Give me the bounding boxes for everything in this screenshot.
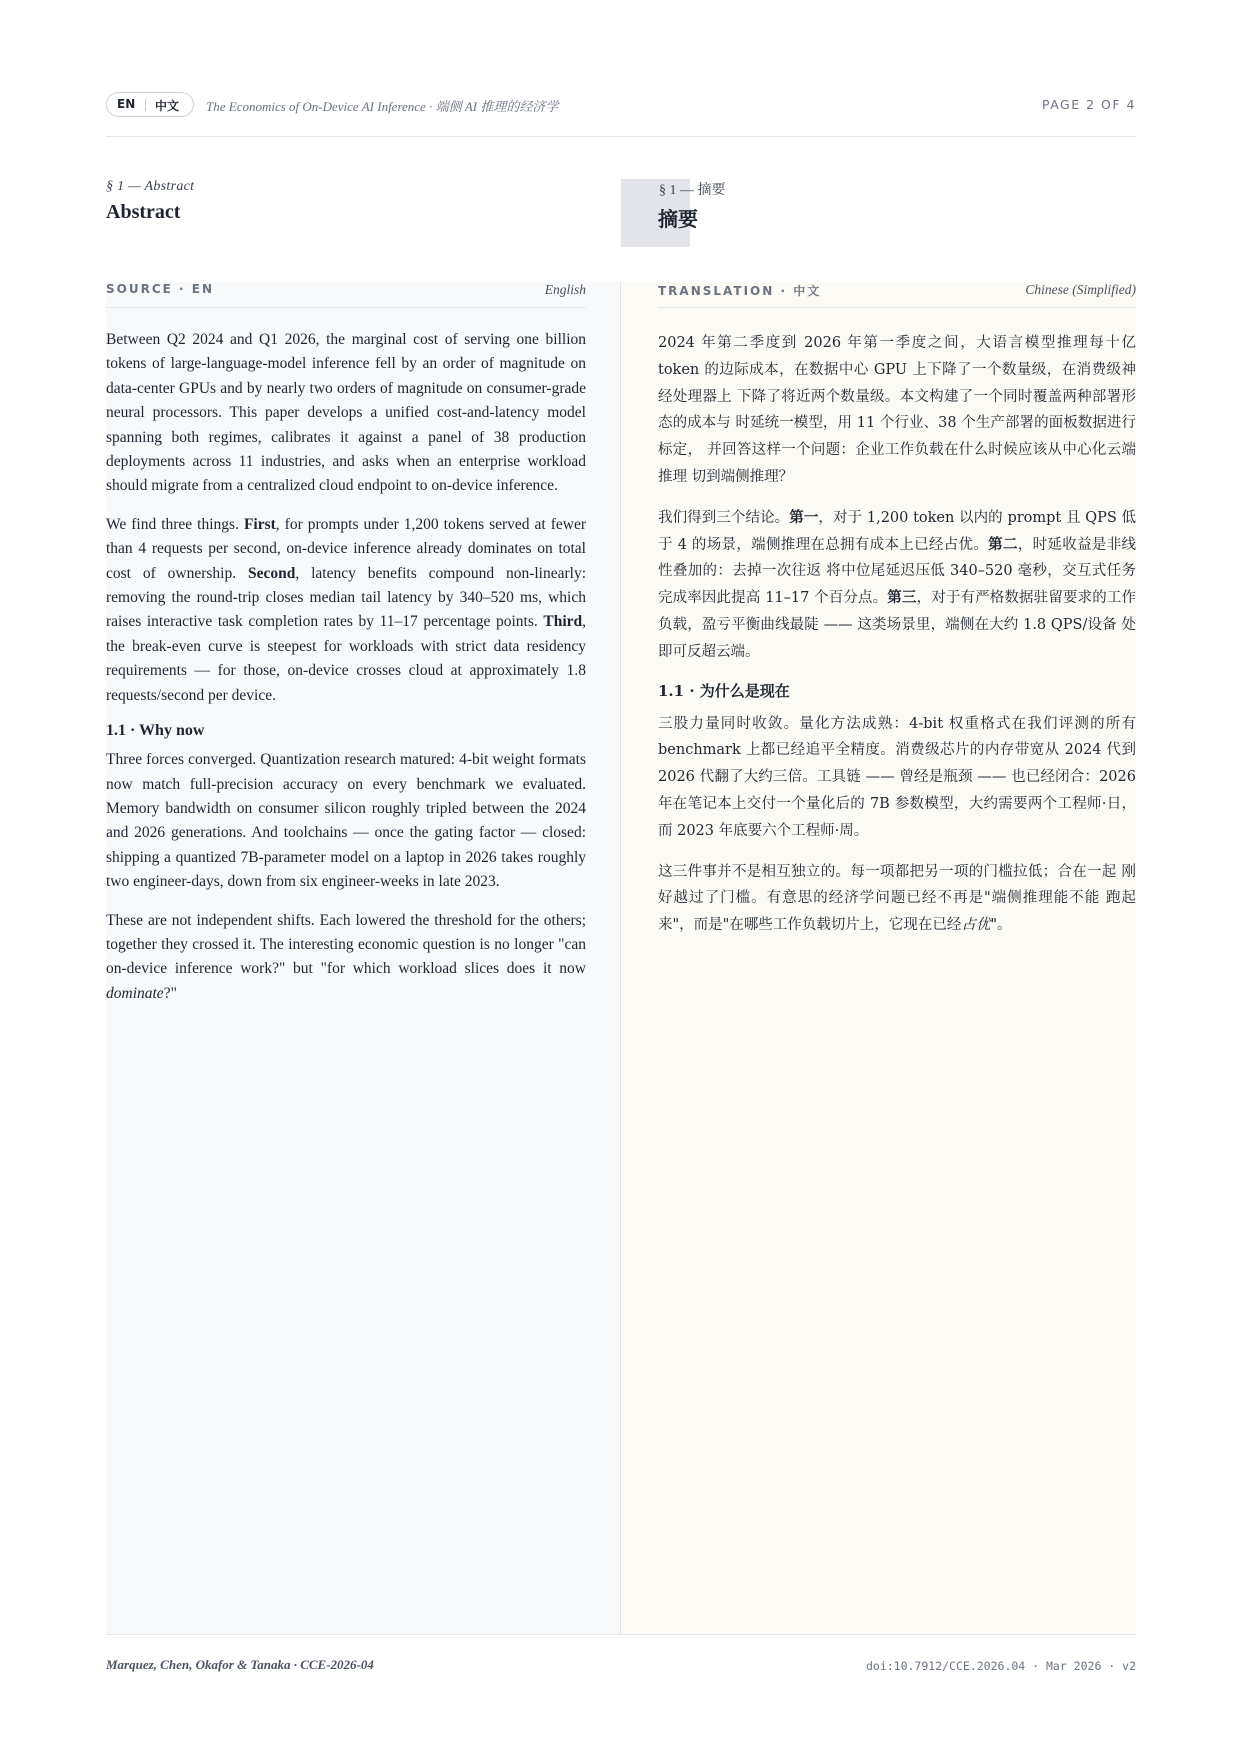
text-run: "。 bbox=[990, 917, 1012, 934]
text-run: , for prompts under 1,200 tokens served at fewer than 4 requests per second, on-device inference already dominates on total cost of ownership. bbox=[106, 515, 586, 582]
emphasis-dominate: dominate bbox=[106, 984, 164, 1002]
emphasis-third: 第三 bbox=[887, 589, 917, 607]
lang-option-zh[interactable]: 中文 bbox=[155, 99, 180, 113]
text-run: These are not independent shifts. Each lowered the threshold for the others; together they crossed it. The interesting economic question is no longer "can on-device inference work?" but "for which workload slices does it now bbox=[106, 911, 586, 978]
section-kicker-zh: § 1 — 摘要 bbox=[659, 183, 726, 198]
emphasis-second: Second bbox=[247, 564, 296, 582]
source-paragraph-3: Three forces converged. Quantization research matured: 4-bit weight formats now match full-precision accuracy on every benchmark we evaluated. Memory bandwidth on consumer silicon roughly tripled between the 2024 and 2026 generations. And toolchains — once the gating factor — closed: shipping a quantized 7B-parameter model on a laptop in 2026 takes roughly two engineer-days, down from six engineer-weeks in late 2023. bbox=[106, 751, 586, 891]
source-paragraph-1: Between Q2 2024 and Q1 2026, the marginal cost of serving one billion tokens of large-language-model inference fell by an order of magnitude on data-center GPUs and by nearly two orders of magnitude on consumer-grade neural processors. This paper develops a unified cost-and-latency model spanning both regimes, calibrates it against a panel of 38 production deployments across 11 industries, and asks when an enterprise workload should migrate from a centralized cloud endpoint to on-device inference. bbox=[106, 331, 586, 495]
page-indicator: PAGE 2 OF 4 bbox=[1041, 97, 1136, 112]
translation-paragraph-4 bbox=[658, 859, 1136, 939]
translation-paragraph-3: 三股力量同时收敛。量化方法成熟：4-bit 权重格式在我们评测的所有 benchmark 上都已经追平全精度。消费级芯片的内存带宽从 2024 代到 2026 代翻了大约三倍。工具链 —— 曾经是瓶颈 —— 也已经闭合：2026 年在笔记本上交付一个量化后的 7B 参数模型，大约需要两个工程师·日， 而 2023 年底要六个工程师·周。 bbox=[658, 715, 1136, 839]
text-run: ，对于有严格数据驻留要求的工作 负载，盈亏平衡曲线最陡 —— 这类场景里，端侧在大约 1.8 QPS/设备 处即可反超云端。 bbox=[658, 590, 1137, 660]
source-column-label: SOURCE · EN bbox=[106, 282, 214, 296]
lang-option-en[interactable]: EN bbox=[117, 97, 136, 111]
text-run: 这三件事并不是相互独立的。每一项都把另一项的门槛拉低；合在一起 刚好越过了门槛。有意思的经济学问题已经不再是"端侧推理能不能 跑起来"，而是"在哪些工作负载切片上，它现在已经 bbox=[658, 863, 1136, 934]
text-run: ，对于 1,200 token 以内的 prompt 且 QPS 低于 4 的场景，端侧推理在总拥有成本上已经占优。 bbox=[658, 509, 1137, 553]
subsection-heading-zh: 1.1 · 为什么是现在 bbox=[658, 681, 790, 700]
source-language: English bbox=[544, 282, 586, 297]
section-title-zh: 摘要 bbox=[658, 209, 698, 231]
text-run: , the break-even curve is steepest for workloads with strict data residency requirements — for those, on-device crosses cloud at approximately 1.8 requests/second per device. bbox=[106, 613, 586, 704]
text-run: ，时延收益是非线性叠加的：去掉一次往返 将中位尾延迟压低 340–520 毫秒，交互式任务完成率因此提高 11–17 个百分点。 bbox=[658, 536, 1137, 607]
translation-language: Chinese (Simplified) bbox=[1025, 282, 1136, 297]
emphasis-first: 第一 bbox=[789, 508, 819, 526]
language-toggle[interactable] bbox=[106, 92, 194, 117]
emphasis-second: 第二 bbox=[988, 535, 1018, 553]
text-run: 我们得到三个结论。 bbox=[658, 509, 790, 526]
footer-doi[interactable]: doi:10.7912/CCE.2026.04 · Mar 2026 · v2 bbox=[865, 1659, 1136, 1673]
emphasis-dominate: 占优 bbox=[961, 917, 991, 934]
footer-authors: Marquez, Chen, Okafor & Tanaka · CCE-2026-04 bbox=[106, 1657, 374, 1672]
source-paragraph-2 bbox=[106, 513, 586, 708]
header-divider bbox=[106, 136, 1136, 137]
emphasis-third: Third bbox=[543, 613, 583, 631]
document-title: The Economics of On-Device AI Inference · 端侧 AI 推理的经济学 bbox=[206, 99, 559, 114]
translation-label-rule bbox=[658, 307, 1136, 308]
text-run: We find three things. bbox=[106, 515, 244, 533]
footer-divider bbox=[106, 1634, 1136, 1635]
source-label-rule bbox=[106, 307, 586, 308]
text-run: ?" bbox=[163, 984, 177, 1002]
source-text bbox=[106, 328, 586, 1020]
page-header bbox=[106, 92, 1136, 118]
subsection-heading-en: 1.1 · Why now bbox=[106, 722, 205, 740]
section-title-en: Abstract bbox=[106, 201, 181, 223]
source-paragraph-4 bbox=[106, 909, 586, 1007]
section-kicker-en: § 1 — Abstract bbox=[106, 179, 195, 194]
text-run: , latency benefits compound non-linearly: removing the round-trip closes median tail latency by 340–520 ms, which raises interactive task completion rates by 11–17 percentage points. bbox=[106, 564, 587, 631]
column-divider bbox=[620, 282, 621, 1634]
translation-column-label: TRANSLATION · 中文 bbox=[658, 284, 822, 298]
translation-paragraph-2 bbox=[658, 505, 1136, 666]
translation-text bbox=[658, 330, 1136, 953]
emphasis-first: First bbox=[243, 515, 276, 533]
translation-paragraph-1: 2024 年第二季度到 2026 年第一季度之间，大语言模型推理每十亿 token 的边际成本，在数据中心 GPU 上下降了一个数量级，在消费级神经处理器上 下降了将近两个数量级。本文构建了一个同时覆盖两种部署形态的成本与 时延统一模型，用 11 个行业、38 个生产部署的面板数据进行标定， 并回答这样一个问题：企业工作负载在什么时候应该从中心化云端推理 切到端侧推理？ bbox=[658, 335, 1136, 485]
lang-divider bbox=[145, 99, 146, 111]
